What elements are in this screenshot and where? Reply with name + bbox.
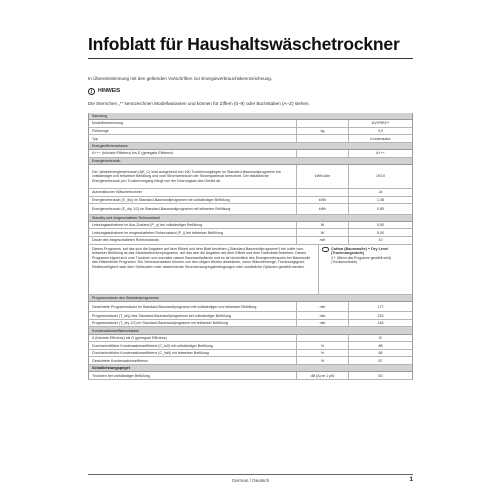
row-unit [297, 135, 349, 142]
section-title: Programmdauer des Standardprogramms [92, 295, 159, 300]
row-label: Gewichtete Kondensationseffizienz [89, 357, 297, 364]
table-section-header [88, 365, 413, 372]
table-row [88, 357, 413, 365]
info-circle-icon: i [88, 88, 95, 95]
row-label: Energieverbrauch (E_dry 1/2) im Standard-Baumwollprogramm mit teilweiser Befüllung [89, 204, 297, 214]
page-title: Infoblatt für Haushaltswäschetrockner [88, 34, 400, 54]
table-row [88, 320, 413, 328]
row-label: Leistungsaufnahme im eingeschalteten Ruhezustand (P_l) bei teilweiser Befüllung [89, 229, 297, 236]
row-label: Durchschnittliche Kondensationseffizienz (C_full) mit vollständiger Befüllung [89, 342, 297, 349]
row-unit: kWh [297, 197, 349, 204]
row-label: Programmdauer (T_dry 1/2) im Standard-Baumwollprogramm mit teilweiser Befüllung [89, 320, 297, 327]
row-value: 9,0 [378, 129, 383, 134]
row-value: DV9*5R1** [371, 121, 390, 126]
row-unit: W [297, 222, 349, 229]
section-title: Samsung [92, 114, 108, 119]
table-row [88, 204, 413, 215]
table-section-header [88, 113, 413, 120]
row-label: A (höchste Effizienz) bis G (geringste Effizienz) [89, 335, 297, 342]
table-row [88, 197, 413, 205]
row-label: Leistungsaufnahme im Aus-Zustand (P_o) bei vollständiger Befüllung [89, 222, 297, 229]
row-unit: min [297, 320, 349, 327]
row-value: 177 [377, 304, 384, 309]
row-label: Typ [89, 135, 297, 142]
row-label: Modellbezeichnung [89, 120, 297, 127]
cotton-program-title-line [322, 247, 409, 255]
cotton-program-title: Cotton (Baumwolle) + Dry Level (Trocknungsstufe) [331, 246, 389, 255]
row-label: Durchschnittliche Kondensationseffizienz (C_half) mit teilweiser Befüllung [89, 350, 297, 357]
table-section-header [88, 327, 413, 334]
table-row [88, 312, 413, 320]
row-label: Der Jahresenergieverbrauch (AE_C) wird ausgehend von 160 Trockenvorgängen im Standard-Baumwollprogramm mit vollständiger und teilweiser Befüllung und vom Stromverbrauch der Stromsparmodi berechnet. Der tatsächliche Energieverbrauch pro Trockenvorgang hängt von der Nutzungsart des Geräts ab. [89, 165, 297, 188]
table-row [88, 372, 413, 380]
table-row [88, 237, 413, 245]
cotton-program-icon [322, 247, 329, 252]
standard-program-description-row [88, 245, 413, 295]
table-row [88, 128, 413, 136]
row-value: 10 [378, 238, 383, 243]
page-footer [88, 474, 413, 485]
table-row [88, 189, 413, 197]
asterisk-note: Die Sternchen „*“ kennzeichnen Modellvarianten und können für Ziffern (0–9) oder Buchstaben (A–Z) stehen. [88, 101, 310, 106]
row-value: 0,85 [377, 206, 384, 211]
row-label: Gewichtete Programmdauer im Standard-Baumwollprogramm mit vollständiger und teilweiser Befüllung [89, 302, 297, 312]
row-value: 88 [378, 343, 383, 348]
row-value: A+++ [376, 151, 385, 156]
table-section-header [88, 295, 413, 302]
row-unit [297, 335, 349, 342]
row-value: Kondensator [370, 136, 391, 141]
row-unit: W [297, 229, 349, 236]
row-value: 193,0 [376, 174, 385, 179]
row-unit [297, 189, 349, 196]
section-title: Energieeffizienzklasse [92, 144, 128, 149]
table-section-header [88, 143, 413, 150]
row-unit: min [297, 237, 349, 244]
row-label: Dauer des eingeschalteten Ruhezustands [89, 237, 297, 244]
row-unit: kWh/Jahr [297, 165, 349, 188]
row-value: 63 [378, 373, 383, 378]
cotton-program-label [322, 247, 409, 265]
product-info-table [88, 113, 413, 380]
row-label: Füllmenge [89, 128, 297, 135]
row-value: 148 [377, 321, 384, 326]
table-row [88, 302, 413, 313]
row-value: B [379, 335, 382, 340]
note-callout [88, 86, 120, 96]
row-label: Trocknen bei vollständiger Befüllung [89, 372, 297, 379]
row-unit: % [297, 350, 349, 357]
table-row [88, 150, 413, 158]
section-title: Standby und eingeschalteter Ruhezustand [92, 215, 160, 220]
row-value: 5,00 [377, 230, 384, 235]
row-value: 87 [378, 358, 383, 363]
section-title: Kondensationseffizienzklasse [92, 328, 140, 333]
row-label: Programmdauer (T_dry) des Standard-Baumwollprogramms bei vollständiger Befüllung [89, 312, 297, 319]
row-value: Ja [378, 190, 383, 195]
cotton-program-subtitle: 3 + (Wenn das Programm gewählt wird) (Trockenschrank) [331, 255, 391, 264]
row-unit: % [297, 357, 349, 364]
row-value: 215 [377, 313, 384, 318]
row-value: 1,48 [377, 197, 384, 202]
page-number: 1 [409, 476, 413, 483]
table-row [88, 165, 413, 189]
table-row [88, 222, 413, 230]
row-unit: dB (A) re 1 pW [297, 372, 349, 379]
row-value: 0,50 [377, 223, 384, 228]
row-unit: % [297, 342, 349, 349]
table-section-header [88, 215, 413, 222]
table-row [88, 335, 413, 343]
row-value: 86 [378, 351, 383, 356]
table-section-header [88, 158, 413, 165]
table-row [88, 342, 413, 350]
table-row [88, 229, 413, 237]
section-title: Schallleistungspegel [92, 366, 130, 371]
intro-text: In Übereinstimmung mit den geltenden Vorschriften zur Energieverbrauchskennzeichnung. [88, 76, 273, 81]
row-label: Energieverbrauch (E_dry) im Standard-Baumwollprogramm mit vollständiger Befüllung [89, 197, 297, 204]
title-divider [88, 58, 413, 59]
row-unit: min [297, 302, 349, 312]
program-cell [319, 245, 412, 294]
row-label: A+++ (höchste Effizienz) bis D (geringste Effizienz) [89, 150, 297, 157]
row-label: Automatischer Wäschetrockner [89, 189, 297, 196]
table-row [88, 350, 413, 358]
footer-language: German / Deutsch [231, 478, 270, 483]
table-row [88, 120, 413, 128]
row-unit [297, 150, 349, 157]
row-unit: min [297, 312, 349, 319]
section-title: Energieverbrauch [92, 158, 121, 163]
program-description: Dieses Programm, auf das sich die Angaben auf dem Etikett und dem Blatt beziehen („Standard-Baumwollprogramm“) bei voller bzw. teilweiser Befüllung ist das Standardtrockenprogramm, auf das sich die Angaben auf dem Etikett und dem Datenblatt beziehen. Dieses Programm eignet sich zum Trocknen von normaler nasser Baumwollwäsche und es ist hinsichtlich des Energieverbrauchs bei Baumwolle das effizienteste Programm. Die Verbrauchsdaten können von den obigen Werten abweichen, wenn Wäschemenge, Trocknungsgrad, Restfeuchtigkeit nach dem Schleudern oder abweichende Stromversorgungsbedingungen oder zusätzliche Optionen gewählt werden. [89, 245, 319, 294]
row-unit: kWh [297, 204, 349, 214]
row-unit: kg [297, 128, 349, 135]
table-row [88, 135, 413, 143]
row-unit [297, 120, 349, 127]
note-label: HINWEIS [98, 88, 121, 94]
